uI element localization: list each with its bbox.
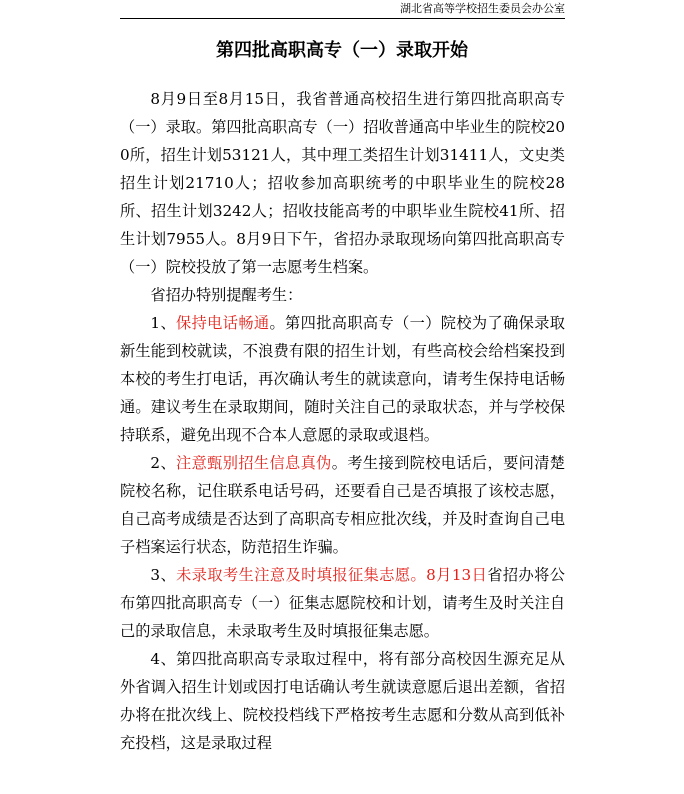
header-divider — [120, 18, 565, 19]
item-1-highlight: 保持电话畅通 — [176, 314, 270, 332]
item-3-text: 省招办将公布第四批高职高专（一）征集志愿院校和计划，请考生及时关注自己的录取信息，未录取考生及时填报征集志愿。 — [120, 566, 565, 640]
item-2-highlight: 注意甄别招生信息真伪 — [176, 454, 332, 472]
item-1-text: 。第四批高职高专（一）院校为了确保录取新生能到校就读，不浪费有限的招生计划，有些高校会给档案投到本校的考生打电话，再次确认考生的就读意向，请考生保持电话畅通。建议考生在录取期间，随时关注自己的录取状态，并与学校保持联系，避免出现不合本人意愿的录取或退档。 — [120, 314, 565, 444]
paragraph-item-3 — [120, 561, 565, 645]
item-3-number: 3、 — [150, 566, 177, 584]
paragraph-item-2 — [120, 449, 565, 561]
paragraph-item-1 — [120, 309, 565, 449]
item-2-text: 。考生接到院校电话后，要问清楚院校名称，记住联系电话号码，还要看自己是否填报了该校志愿，自己高考成绩是否达到了高职高专相应批次线，并及时查询自己电子档案运行状态，防范招生诈骗。 — [120, 454, 565, 556]
item-2-number: 2、 — [150, 454, 177, 472]
header-org-name: 湖北省高等学校招生委员会办公室 — [400, 2, 565, 15]
item-3-highlight: 未录取考生注意及时填报征集志愿。8月13日 — [176, 566, 488, 584]
paragraph-item-4: 4、第四批高职高专录取过程中，将有部分高校因生源充足从外省调入招生计划或因打电话确认考生就读意愿后退出差额，省招办将在批次线上、院校投档线下严格按考生志愿和分数从高到低补充投档，这是录取过程 — [120, 650, 565, 752]
article-body — [120, 85, 565, 757]
paragraph-reminder-heading: 省招办特别提醒考生： — [150, 286, 303, 304]
paragraph-intro: 8月9日至8月15日，我省普通高校招生进行第四批高职高专（一）录取。第四批高职高专（一）招收普通高中毕业生的院校200所，招生计划53121人，其中理工类招生计划31411人，文史类招生计划21710人；招收参加高职统考的中职毕业生的院校28所、招生计划3242人；招收技能高考的中职毕业生院校41所、招生计划7955人。8月9日下午，省招办录取现场向第四批高职高专（一）院校投放了第一志愿考生档案。 — [120, 90, 565, 276]
page-title: 第四批高职高专（一）录取开始 — [216, 40, 468, 61]
item-1-number: 1、 — [150, 314, 177, 332]
